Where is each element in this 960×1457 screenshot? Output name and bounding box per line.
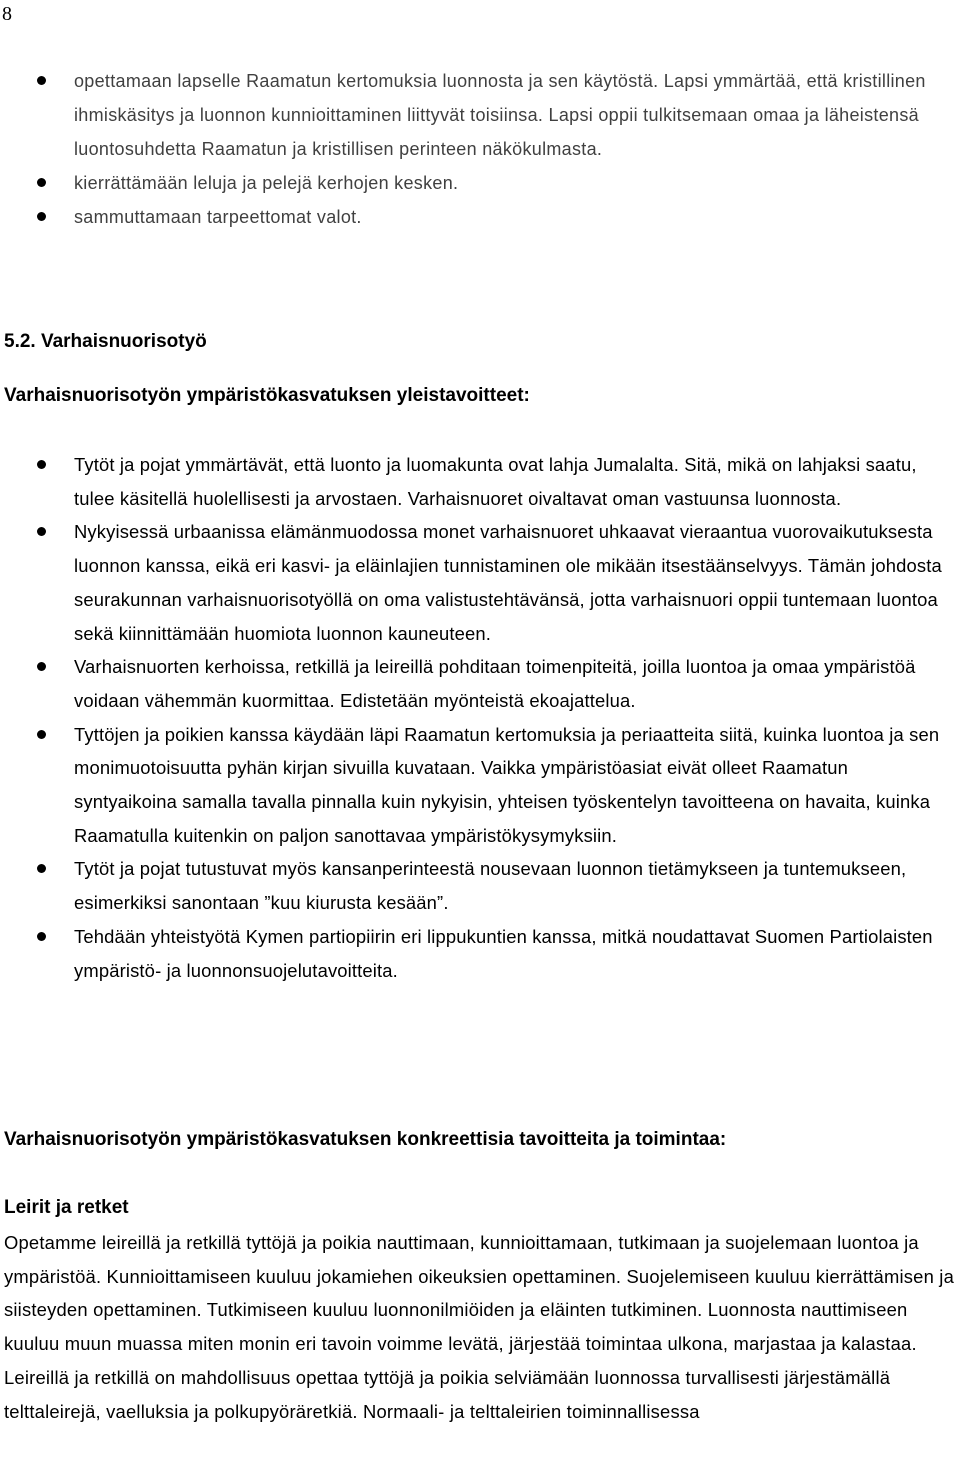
section-title: 5.2. Varhaisnuorisotyö xyxy=(4,331,207,352)
list-item xyxy=(0,166,952,200)
bullet-icon xyxy=(37,460,46,469)
list-item-text: Tytöt ja pojat ymmärtävät, että luonto ja luomakunta ovat lahja Jumalalta. Sitä, mikä on lahjaksi saatu, tulee käsitellä huolellisesti ja arvostaen. Varhaisnuoret oivaltavat oman vastuunsa luonnosta. xyxy=(74,454,917,509)
concrete-heading: Varhaisnuorisotyön ympäristökasvatuksen konkreettisia tavoitteita ja toimintaa: xyxy=(4,1129,727,1150)
top-bullet-list xyxy=(0,64,952,234)
bullet-icon xyxy=(37,178,46,187)
bullet-icon xyxy=(37,76,46,85)
bullet-icon xyxy=(37,730,46,739)
list-item xyxy=(0,64,952,166)
list-item xyxy=(0,718,952,853)
page-number: 8 xyxy=(2,3,12,25)
list-item-text: Tytöt ja pojat tutustuvat myös kansanperinteestä nousevaan luonnon tietämykseen ja tuntemukseen, esimerkiksi sanontaan ”kuu kiurusta kesään”. xyxy=(74,858,907,914)
bullet-icon xyxy=(37,527,46,536)
bullet-icon xyxy=(37,932,46,941)
list-item-text: opettamaan lapselle Raamatun kertomuksia luonnosta ja sen käytöstä. Lapsi ymmärtää, että kristillinen ihmiskäsitys ja luonnon kunnioittaminen liittyvät toisiinsa. Lapsi oppii tulkitsemaan omaa ja läheistensä luontosuhdetta Raamatun ja kristillisen perinteen näkökulmasta. xyxy=(74,71,926,159)
list-item-text: kierrättämään leluja ja pelejä kerhojen kesken. xyxy=(74,173,459,193)
list-item xyxy=(0,515,952,650)
list-item-text: Varhaisnuorten kerhoissa, retkillä ja leireillä pohditaan toimenpiteitä, joilla luontoa ja omaa ympäristöä voidaan vähemmän kuormittaa. Edistetään myönteistä ekoajattelua. xyxy=(74,656,916,711)
list-item xyxy=(0,852,952,919)
list-item xyxy=(0,200,952,234)
list-item xyxy=(0,448,952,515)
bullet-icon xyxy=(37,662,46,671)
bullet-icon xyxy=(37,864,46,873)
bullet-icon xyxy=(37,212,46,221)
goals-heading: Varhaisnuorisotyön ympäristökasvatuksen yleistavoitteet: xyxy=(4,385,530,406)
list-item-text: Tyttöjen ja poikien kanssa käydään läpi Raamatun kertomuksia ja periaatteita siitä, kuinka luontoa ja sen monimuotoisuutta pyhän kirjan sivuilla kuvataan. Vaikka ympäristöasiat eivät olleet Raamatun syntyaikoina samalla tavalla pinnalla kuin nykyisin, yhteisen työskentelyn tavoitteena on havaita, kuinka Raamatulla kuitenkin on paljon sanottavaa ympäristökysymyksiin. xyxy=(74,723,940,846)
list-item xyxy=(0,650,952,717)
list-item-text: Tehdään yhteistyötä Kymen partiopiirin eri lippukuntien kanssa, mitkä noudattavat Suomen Partiolaisten ympäristö- ja luonnonsuojelutavoitteita. xyxy=(74,925,933,981)
camps-paragraph: Opetamme leireillä ja retkillä tyttöjä ja poikia nauttimaan, kunnioittamaan, tutkimaan ja suojelemaan luontoa ja ympäristöä. Kunnioittamiseen kuuluu jokamiehen oikeuksien opettaminen. Suojelemiseen kuuluu kierrättämisen ja siisteyden opettaminen. Tutkimiseen kuuluu luonnonilmiöiden ja eläinten tutkiminen. Luonnosta nauttimiseen kuuluu muun muassa miten monin eri tavoin voimme levätä, järjestää toimintaa ulkona, marjastaa ja kalastaa. Leireillä ja retkillä on mahdollisuus opettaa tyttöjä ja poikia selviämään luonnossa turvallisesti järjestämällä telttaleirejä, vaelluksia ja polkupyöräretkiä. Normaali- ja telttaleirien toiminnallisessa xyxy=(4,1232,955,1422)
list-item xyxy=(0,920,952,987)
goals-bullet-list xyxy=(0,448,952,987)
list-item-text: Nykyisessä urbaanissa elämänmuodossa monet varhaisnuoret uhkaavat vieraantua vuorovaikutuksesta luonnon kanssa, eikä eri kasvi- ja eläinlajien tunnistaminen ole mikään itsestäänselvyys. Tämän johdosta seurakunnan varhaisnuorisotyöllä on oma valistustehtävänsä, jotta varhaisnuori oppii tuntemaan luontoa sekä kiinnittämään huomiota luonnon kauneuteen. xyxy=(74,521,942,644)
list-item-text: sammuttamaan tarpeettomat valot. xyxy=(74,207,362,227)
camps-heading: Leirit ja retket xyxy=(4,1197,129,1218)
